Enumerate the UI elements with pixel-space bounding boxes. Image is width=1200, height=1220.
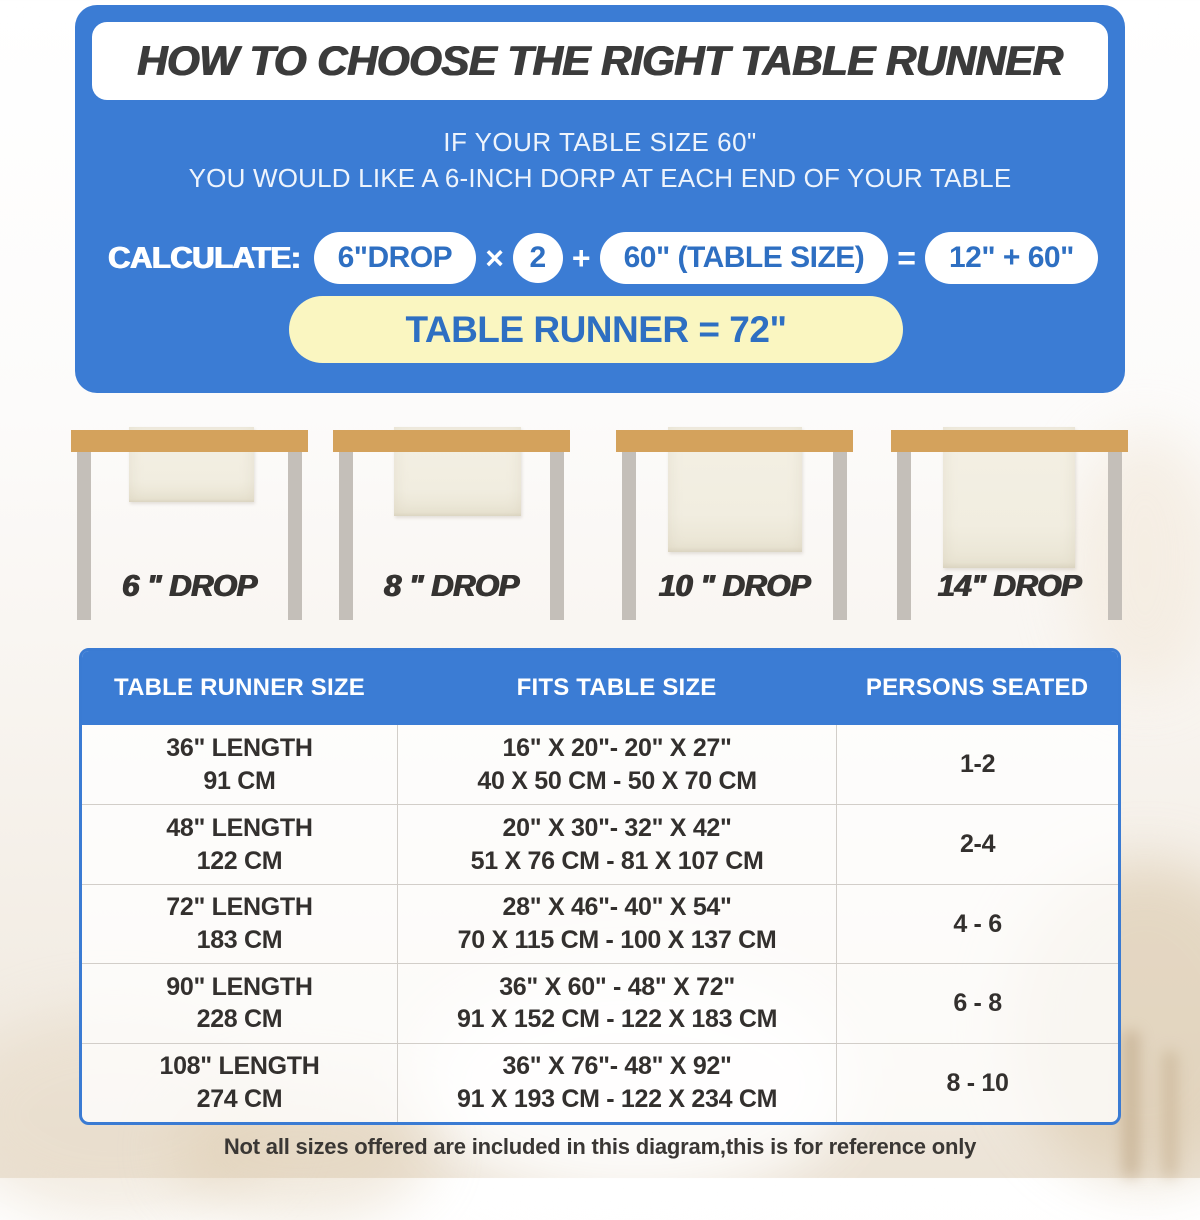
title-box	[92, 22, 1108, 100]
fits-size-cell	[397, 725, 836, 804]
fits-size-cell	[397, 885, 836, 963]
sum-pill: 12" + 60"	[925, 232, 1098, 284]
persons-cell: 6 - 8	[836, 964, 1118, 1042]
table-body	[82, 725, 1118, 1122]
length-inches: 72" LENGTH	[166, 893, 313, 922]
drop-example-10in	[616, 420, 853, 630]
persons-cell: 1-2	[836, 725, 1118, 804]
length-cm: 122 CM	[196, 846, 283, 875]
fits-inches: 16" X 20"- 20" X 27"	[502, 734, 732, 763]
fits-cm: 91 X 152 CM - 122 X 183 CM	[456, 1005, 778, 1034]
instruction-banner	[75, 5, 1125, 393]
runner-size-cell	[82, 1044, 397, 1122]
table-size-pill: 60" (TABLE SIZE)	[600, 232, 889, 284]
factor-circle: 2	[513, 233, 563, 283]
length-cm: 91 CM	[203, 766, 276, 795]
tabletop-illustration	[891, 430, 1128, 452]
drop-value-pill: 6"DROP	[314, 232, 477, 284]
length-cm: 228 CM	[196, 1005, 283, 1034]
drop-label: 10 " DROP	[658, 568, 811, 603]
length-cm: 274 CM	[196, 1084, 283, 1113]
fits-size-cell	[397, 1044, 836, 1122]
drop-example-14in	[891, 420, 1128, 630]
length-inches: 48" LENGTH	[166, 814, 313, 843]
fits-cm: 51 X 76 CM - 81 X 107 CM	[470, 846, 764, 875]
fits-inches: 28" X 46"- 40" X 54"	[502, 893, 732, 922]
drop-label: 6 " DROP	[122, 568, 257, 603]
table-row	[82, 804, 1118, 883]
table-row	[82, 1043, 1118, 1122]
tabletop-illustration	[333, 430, 570, 452]
calculation-row	[88, 231, 1118, 285]
table-header-row	[82, 651, 1118, 725]
length-cm: 183 CM	[196, 925, 283, 954]
persons-cell: 4 - 6	[836, 885, 1118, 963]
drop-label: 8 " DROP	[384, 568, 519, 603]
disclaimer-note: Not all sizes offered are included in this diagram,this is for reference only	[223, 1134, 977, 1159]
runner-size-cell	[82, 805, 397, 883]
table-row	[82, 884, 1118, 963]
length-inches: 90" LENGTH	[166, 972, 313, 1001]
length-inches: 108" LENGTH	[159, 1052, 320, 1081]
fits-inches: 36" X 76"- 48" X 92"	[502, 1052, 732, 1081]
column-header-persons: PERSONS SEATED	[865, 674, 1089, 701]
table-row	[82, 963, 1118, 1042]
persons-cell: 2-4	[836, 805, 1118, 883]
length-inches: 36" LENGTH	[166, 734, 313, 763]
runner-size-cell	[82, 725, 397, 804]
column-header-runner-size: TABLE RUNNER SIZE	[113, 674, 365, 701]
fits-cm: 70 X 115 CM - 100 X 137 CM	[457, 925, 777, 954]
runner-size-cell	[82, 964, 397, 1042]
runner-size-cell	[82, 885, 397, 963]
fits-inches: 36" X 60" - 48" X 72"	[499, 972, 735, 1001]
persons-cell: 8 - 10	[836, 1044, 1118, 1122]
plus-operator: +	[571, 239, 591, 276]
tabletop-illustration	[71, 430, 308, 452]
multiply-operator: ×	[485, 239, 504, 276]
runner-total-pill: TABLE RUNNER = 72"	[289, 296, 903, 363]
subtitle-line-2: YOU WOULD LIKE A 6-INCH DORP AT EACH END OF YOUR TABLE	[188, 163, 1012, 193]
column-header-fits-table: FITS TABLE SIZE	[516, 674, 717, 701]
calculate-label: CALCULATE:	[108, 240, 301, 275]
page-title: HOW TO CHOOSE THE RIGHT TABLE RUNNER	[137, 37, 1063, 84]
fits-inches: 20" X 30"- 32" X 42"	[502, 814, 732, 843]
fits-size-cell	[397, 805, 836, 883]
drop-example-6in	[71, 420, 308, 630]
fits-size-cell	[397, 964, 836, 1042]
table-row	[82, 725, 1118, 804]
fits-cm: 40 X 50 CM - 50 X 70 CM	[477, 766, 757, 795]
subtitle-line-1: IF YOUR TABLE SIZE 60"	[443, 127, 757, 157]
size-reference-table	[79, 648, 1121, 1125]
equals-operator: =	[897, 239, 916, 276]
tabletop-illustration	[616, 430, 853, 452]
drop-example-8in	[333, 420, 570, 630]
drop-label: 14" DROP	[937, 568, 1082, 603]
fits-cm: 91 X 193 CM - 122 X 234 CM	[456, 1084, 778, 1113]
